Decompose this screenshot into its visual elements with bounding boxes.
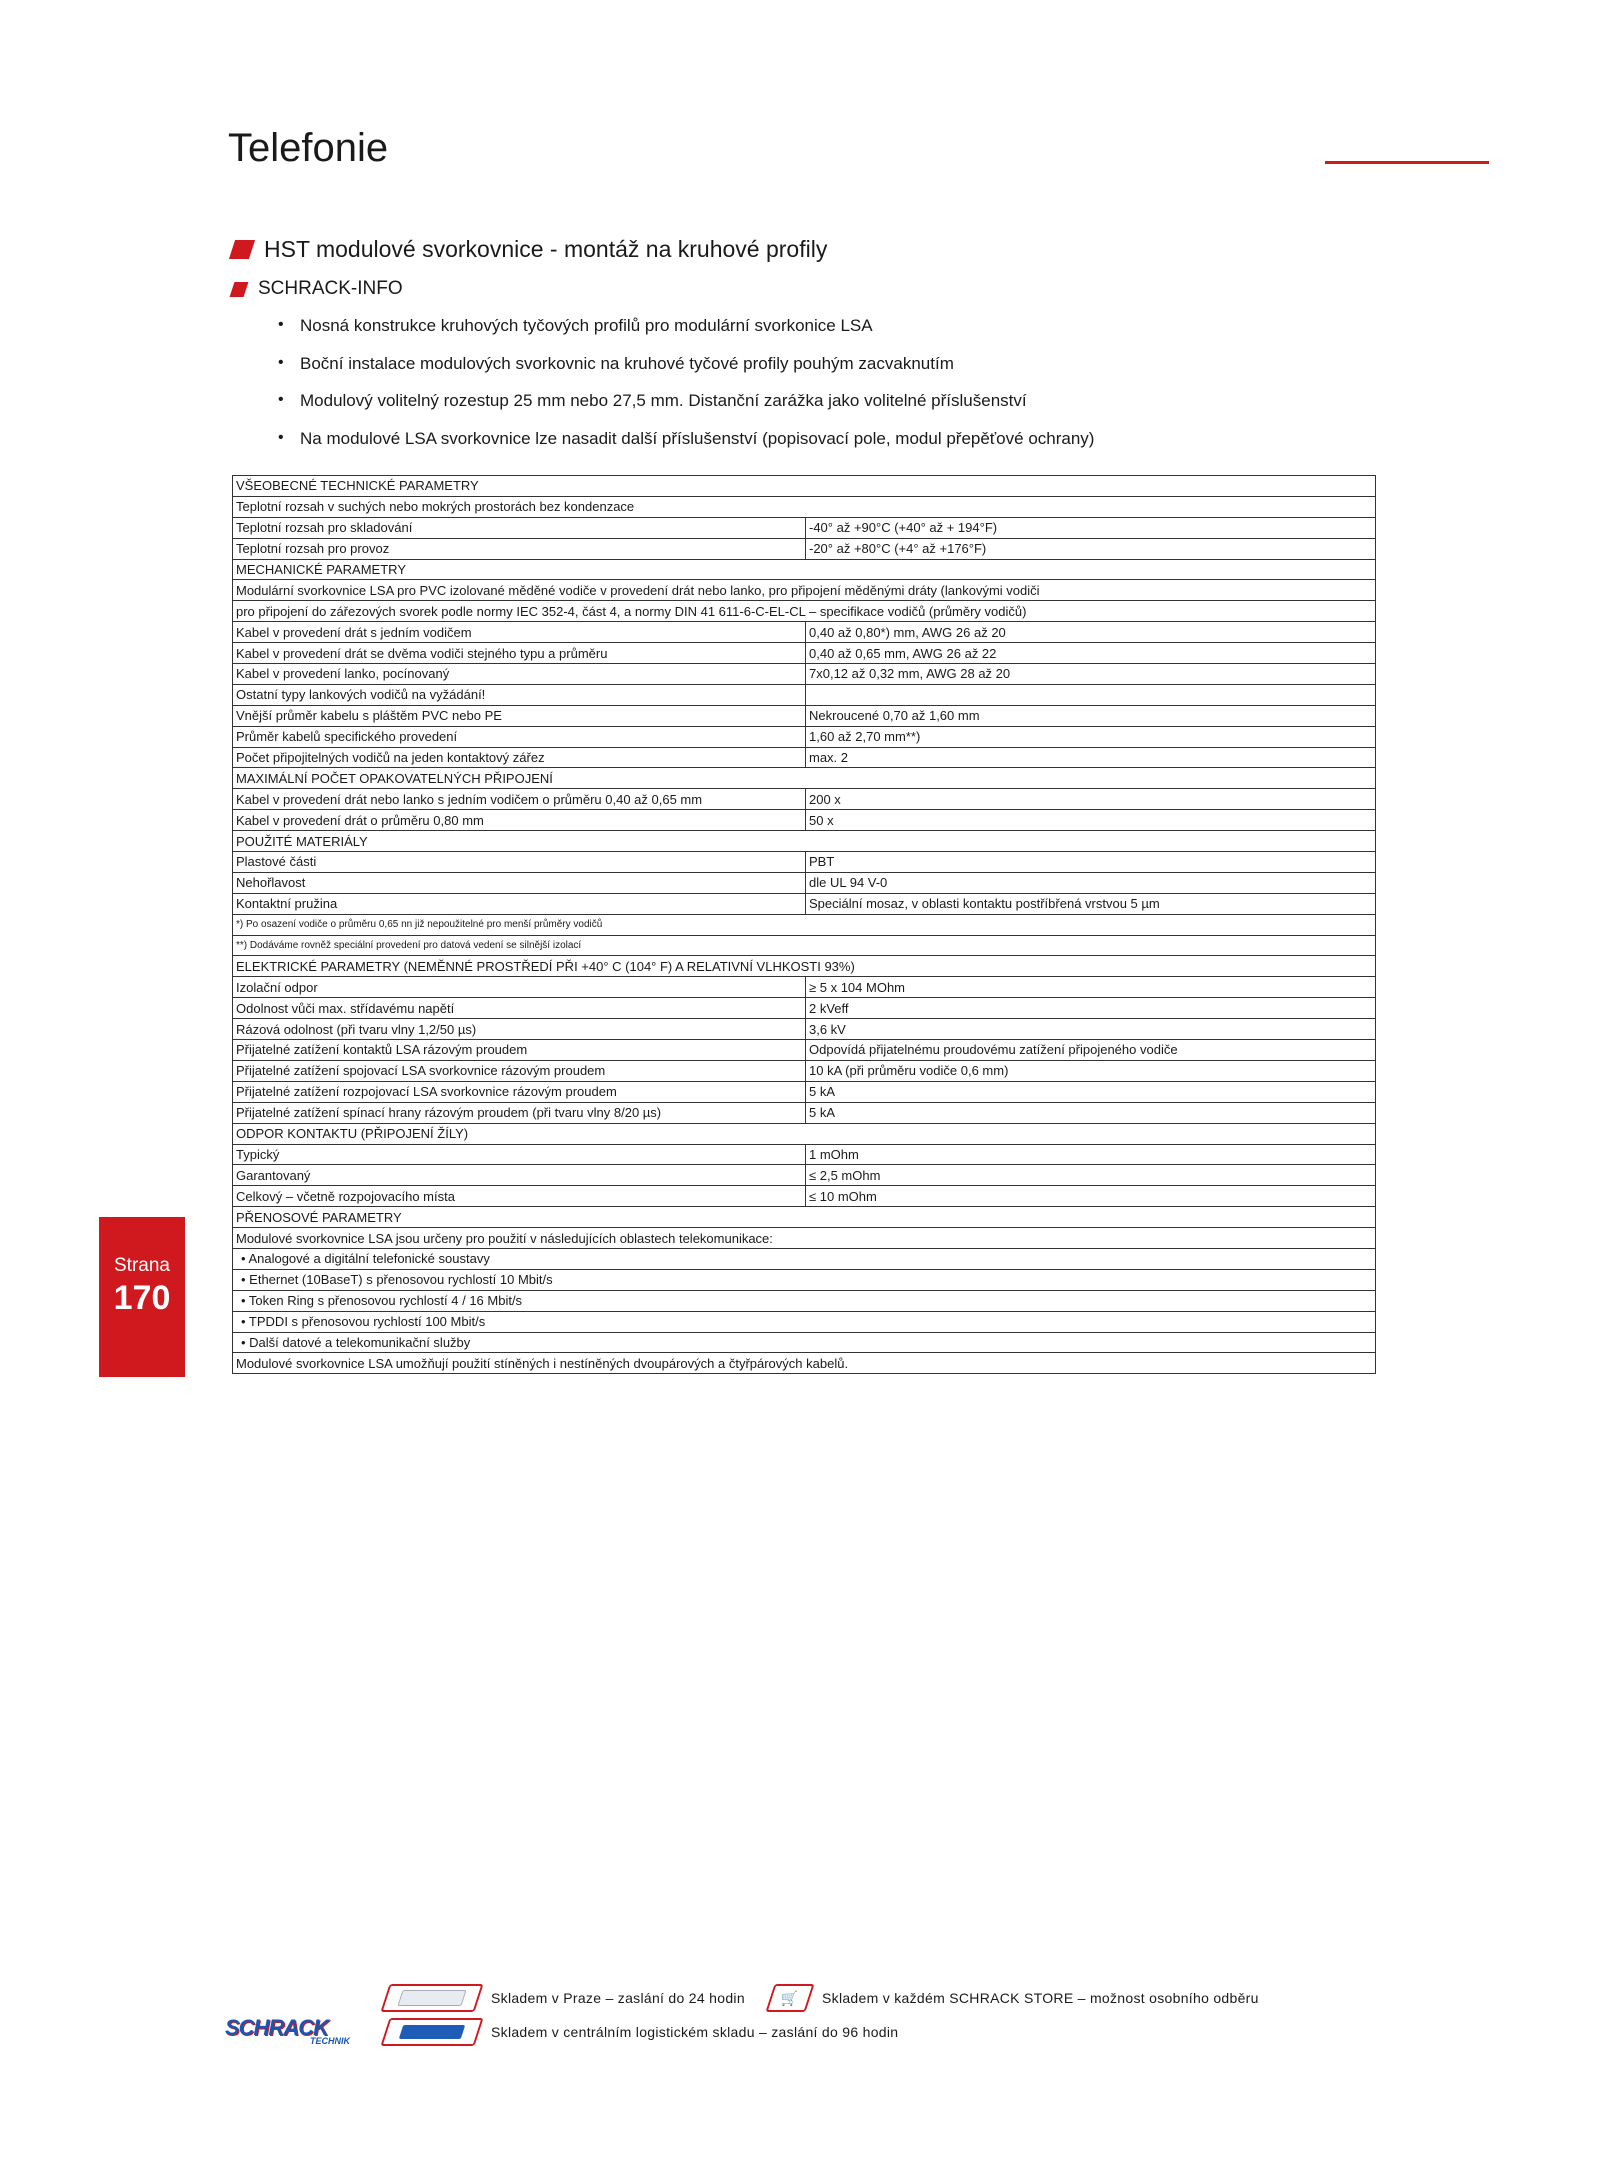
red-flag-icon — [229, 240, 255, 259]
bullet-item — [278, 391, 1094, 429]
footer-central — [385, 2018, 898, 2046]
bullet-text: Modulový volitelný rozestup 25 mm nebo 27,5 mm. Distanční zarážka jako volitelné příslušenství — [300, 391, 1027, 410]
row-text: Modulární svorkovnice LSA pro PVC izolované měděné vodiče v provedení drát nebo lanko, pro připojení měděnými dráty (lankovými vodiči — [233, 580, 1376, 601]
table-row — [233, 601, 1376, 622]
white-truck-icon — [380, 1984, 483, 2012]
bullet-text: Na modulové LSA svorkovnice lze nasadit další příslušenství (popisovací pole, modul přepěťové ochrany) — [300, 428, 1095, 448]
param-value: max. 2 — [806, 747, 1376, 768]
row-text: VŠEOBECNÉ TECHNICKÉ PARAMETRY — [233, 476, 1376, 497]
param-value: 1,60 až 2,70 mm**) — [806, 726, 1376, 747]
row-text: ODPOR KONTAKTU (PŘIPOJENÍ ŽÍLY) — [233, 1123, 1376, 1144]
param-label: Teplotní rozsah pro provoz — [233, 538, 806, 559]
row-text: • TPDDI s přenosovou rychlostí 100 Mbit/s — [233, 1311, 1376, 1332]
param-value: Nekroucené 0,70 až 1,60 mm — [806, 705, 1376, 726]
schrack-logo — [225, 2015, 350, 2046]
page-number-badge — [99, 1217, 185, 1377]
section-heading — [232, 236, 827, 263]
table-row — [233, 580, 1376, 601]
footnote-text: **) Dodáváme rovněž speciální provedení pro datová vedení se silnější izolací — [233, 935, 1376, 956]
param-value: 3,6 kV — [806, 1019, 1376, 1040]
bullet-row — [233, 1311, 1376, 1332]
table-row — [233, 893, 1376, 914]
bullet-row — [233, 1269, 1376, 1290]
param-label: Přijatelné zatížení rozpojovací LSA svorkovnice rázovým proudem — [233, 1081, 806, 1102]
param-label: Nehořlavost — [233, 872, 806, 893]
bullet-row — [233, 1248, 1376, 1269]
info-heading — [232, 278, 403, 300]
red-flag-icon — [230, 282, 249, 297]
param-label: Kabel v provedení drát se dvěma vodiči stejného typu a průměru — [233, 643, 806, 664]
bullet-icon: • — [278, 428, 284, 446]
table-row — [233, 1123, 1376, 1144]
param-label: Průměr kabelů specifického provedení — [233, 726, 806, 747]
param-value: 2 kVeff — [806, 998, 1376, 1019]
param-label: Ostatní typy lankových vodičů na vyžádání! — [233, 684, 806, 705]
row-text: • Ethernet (10BaseT) s přenosovou rychlostí 10 Mbit/s — [233, 1269, 1376, 1290]
bullet-item — [278, 354, 1094, 392]
param-value: 50 x — [806, 810, 1376, 831]
logo-sub: TECHNIK — [310, 2036, 350, 2046]
table-row — [233, 1081, 1376, 1102]
table-row — [233, 538, 1376, 559]
param-value: -20° až +80°C (+4° až +176°F) — [806, 538, 1376, 559]
param-value: PBT — [806, 852, 1376, 873]
table-row — [233, 831, 1376, 852]
table-row — [233, 1102, 1376, 1123]
row-text: Modulové svorkovnice LSA umožňují použití stíněných i nestíněných dvoupárových a čtyřpárových kabelů. — [233, 1353, 1376, 1374]
spec-table — [232, 475, 1376, 1374]
param-label: Kabel v provedení lanko, pocínovaný — [233, 664, 806, 685]
row-text: • Token Ring s přenosovou rychlostí 4 / 16 Mbit/s — [233, 1290, 1376, 1311]
row-text: • Další datové a telekomunikační služby — [233, 1332, 1376, 1353]
table-row — [233, 726, 1376, 747]
footnote-text: *) Po osazení vodiče o průměru 0,65 nn již nepoužitelné pro menší průměry vodičů — [233, 914, 1376, 935]
table-row — [233, 810, 1376, 831]
param-value: 5 kA — [806, 1081, 1376, 1102]
footnote-row — [233, 935, 1376, 956]
param-value: Speciální mosaz, v oblasti kontaktu postříbřená vrstvou 5 µm — [806, 893, 1376, 914]
param-label: Přijatelné zatížení spojovací LSA svorkovnice rázovým proudem — [233, 1060, 806, 1081]
table-row — [233, 998, 1376, 1019]
param-value: ≥ 5 x 104 MOhm — [806, 977, 1376, 998]
page-number: 170 — [113, 1279, 171, 1317]
table-row — [233, 643, 1376, 664]
table-row — [233, 1060, 1376, 1081]
table-row — [233, 872, 1376, 893]
blue-truck-icon — [380, 2018, 483, 2046]
table-row — [233, 496, 1376, 517]
info-heading-text: SCHRACK-INFO — [258, 278, 403, 299]
bullet-icon: • — [278, 391, 284, 408]
param-value: 7x0,12 až 0,32 mm, AWG 28 až 20 — [806, 664, 1376, 685]
page-label: Strana — [114, 1255, 170, 1276]
param-value: 10 kA (při průměru vodiče 0,6 mm) — [806, 1060, 1376, 1081]
table-row — [233, 1353, 1376, 1374]
shopping-cart-icon: 🛒 — [765, 1984, 814, 2012]
table-row — [233, 1040, 1376, 1061]
param-value: dle UL 94 V-0 — [806, 872, 1376, 893]
bullet-text: Boční instalace modulových svorkovnic na kruhové tyčové profily pouhým zacvaknutím — [300, 353, 954, 373]
table-row — [233, 977, 1376, 998]
bullet-icon: • — [278, 353, 284, 371]
table-row — [233, 789, 1376, 810]
param-label: Kabel v provedení drát o průměru 0,80 mm — [233, 810, 806, 831]
param-value: 5 kA — [806, 1102, 1376, 1123]
page-title: Telefonie — [228, 126, 389, 170]
bullet-item — [278, 429, 1094, 467]
bullet-text: Nosná konstrukce kruhových tyčových profilů pro modulární svorkonice LSA — [300, 316, 873, 335]
table-row — [233, 1019, 1376, 1040]
row-text: POUŽITÉ MATERIÁLY — [233, 831, 1376, 852]
bullet-item — [278, 316, 1094, 354]
param-label: Kontaktní pružina — [233, 893, 806, 914]
table-row — [233, 956, 1376, 977]
param-value: 1 mOhm — [806, 1144, 1376, 1165]
row-text: MECHANICKÉ PARAMETRY — [233, 559, 1376, 580]
param-label: Plastové části — [233, 852, 806, 873]
row-text: Teplotní rozsah v suchých nebo mokrých prostorách bez kondenzace — [233, 496, 1376, 517]
param-label: Kabel v provedení drát nebo lanko s jedním vodičem o průměru 0,40 až 0,65 mm — [233, 789, 806, 810]
param-value: 0,40 až 0,65 mm, AWG 26 až 22 — [806, 643, 1376, 664]
param-label: Typický — [233, 1144, 806, 1165]
table-row — [233, 1228, 1376, 1249]
footer-prague-text: Skladem v Praze – zaslání do 24 hodin — [491, 1990, 745, 2006]
param-label: Vnější průměr kabelu s pláštěm PVC nebo PE — [233, 705, 806, 726]
param-label: Přijatelné zatížení spínací hrany rázovým proudem (při tvaru vlny 8/20 µs) — [233, 1102, 806, 1123]
table-row — [233, 476, 1376, 497]
header-accent-line — [1325, 161, 1489, 164]
param-label: Izolační odpor — [233, 977, 806, 998]
param-label: Garantovaný — [233, 1165, 806, 1186]
param-label: Teplotní rozsah pro skladování — [233, 517, 806, 538]
bullet-row — [233, 1332, 1376, 1353]
table-row — [233, 768, 1376, 789]
param-value: -40° až +90°C (+40° až + 194°F) — [806, 517, 1376, 538]
table-row — [233, 517, 1376, 538]
param-label: Přijatelné zatížení kontaktů LSA rázovým proudem — [233, 1040, 806, 1061]
logo-main: SCHRACK — [225, 2015, 328, 2040]
param-value: 0,40 až 0,80*) mm, AWG 26 až 20 — [806, 622, 1376, 643]
table-row — [233, 1186, 1376, 1207]
table-row — [233, 705, 1376, 726]
table-row — [233, 622, 1376, 643]
footnote-row — [233, 914, 1376, 935]
row-text: Modulové svorkovnice LSA jsou určeny pro použití v následujících oblastech telekomunikace: — [233, 1228, 1376, 1249]
bullet-row — [233, 1290, 1376, 1311]
row-text: • Analogové a digitální telefonické soustavy — [233, 1248, 1376, 1269]
bullet-icon: • — [278, 316, 284, 333]
table-row — [233, 1207, 1376, 1228]
table-row — [233, 684, 1376, 705]
info-bullets — [278, 316, 1094, 466]
footer-store-text: Skladem v každém SCHRACK STORE – možnost osobního odběru — [822, 1990, 1259, 2006]
footer-central-text: Skladem v centrálním logistickém skladu – zaslání do 96 hodin — [491, 2024, 899, 2040]
param-label: Odolnost vůči max. střídavému napětí — [233, 998, 806, 1019]
row-text: ELEKTRICKÉ PARAMETRY (NEMĚNNÉ PROSTŘEDÍ PŘI +40° C (104° F) A RELATIVNÍ VLHKOSTI 93%) — [233, 956, 1376, 977]
param-value: Odpovídá přijatelnému proudovému zatížení připojeného vodiče — [806, 1040, 1376, 1061]
row-text: pro připojení do zářezových svorek podle normy IEC 352-4, část 4, a normy DIN 41 611-6-C-EL-CL – specifikace vodičů (průměry vodičů) — [233, 601, 1376, 622]
table-row — [233, 1144, 1376, 1165]
footer-prague — [385, 1984, 745, 2012]
param-value: ≤ 10 mOhm — [806, 1186, 1376, 1207]
table-row — [233, 1165, 1376, 1186]
param-label: Počet připojitelných vodičů na jeden kontaktový zářez — [233, 747, 806, 768]
param-value — [806, 684, 1376, 705]
table-row — [233, 664, 1376, 685]
section-heading-text: HST modulové svorkovnice - montáž na kruhové profily — [264, 236, 828, 262]
table-row — [233, 852, 1376, 873]
footer-store — [770, 1984, 1259, 2012]
param-label: Celkový – včetně rozpojovacího místa — [233, 1186, 806, 1207]
param-label: Rázová odolnost (při tvaru vlny 1,2/50 µs) — [233, 1019, 806, 1040]
param-value: 200 x — [806, 789, 1376, 810]
param-value: ≤ 2,5 mOhm — [806, 1165, 1376, 1186]
row-text: PŘENOSOVÉ PARAMETRY — [233, 1207, 1376, 1228]
table-row — [233, 559, 1376, 580]
table-row — [233, 747, 1376, 768]
row-text: MAXIMÁLNÍ POČET OPAKOVATELNÝCH PŘIPOJENÍ — [233, 768, 1376, 789]
param-label: Kabel v provedení drát s jedním vodičem — [233, 622, 806, 643]
